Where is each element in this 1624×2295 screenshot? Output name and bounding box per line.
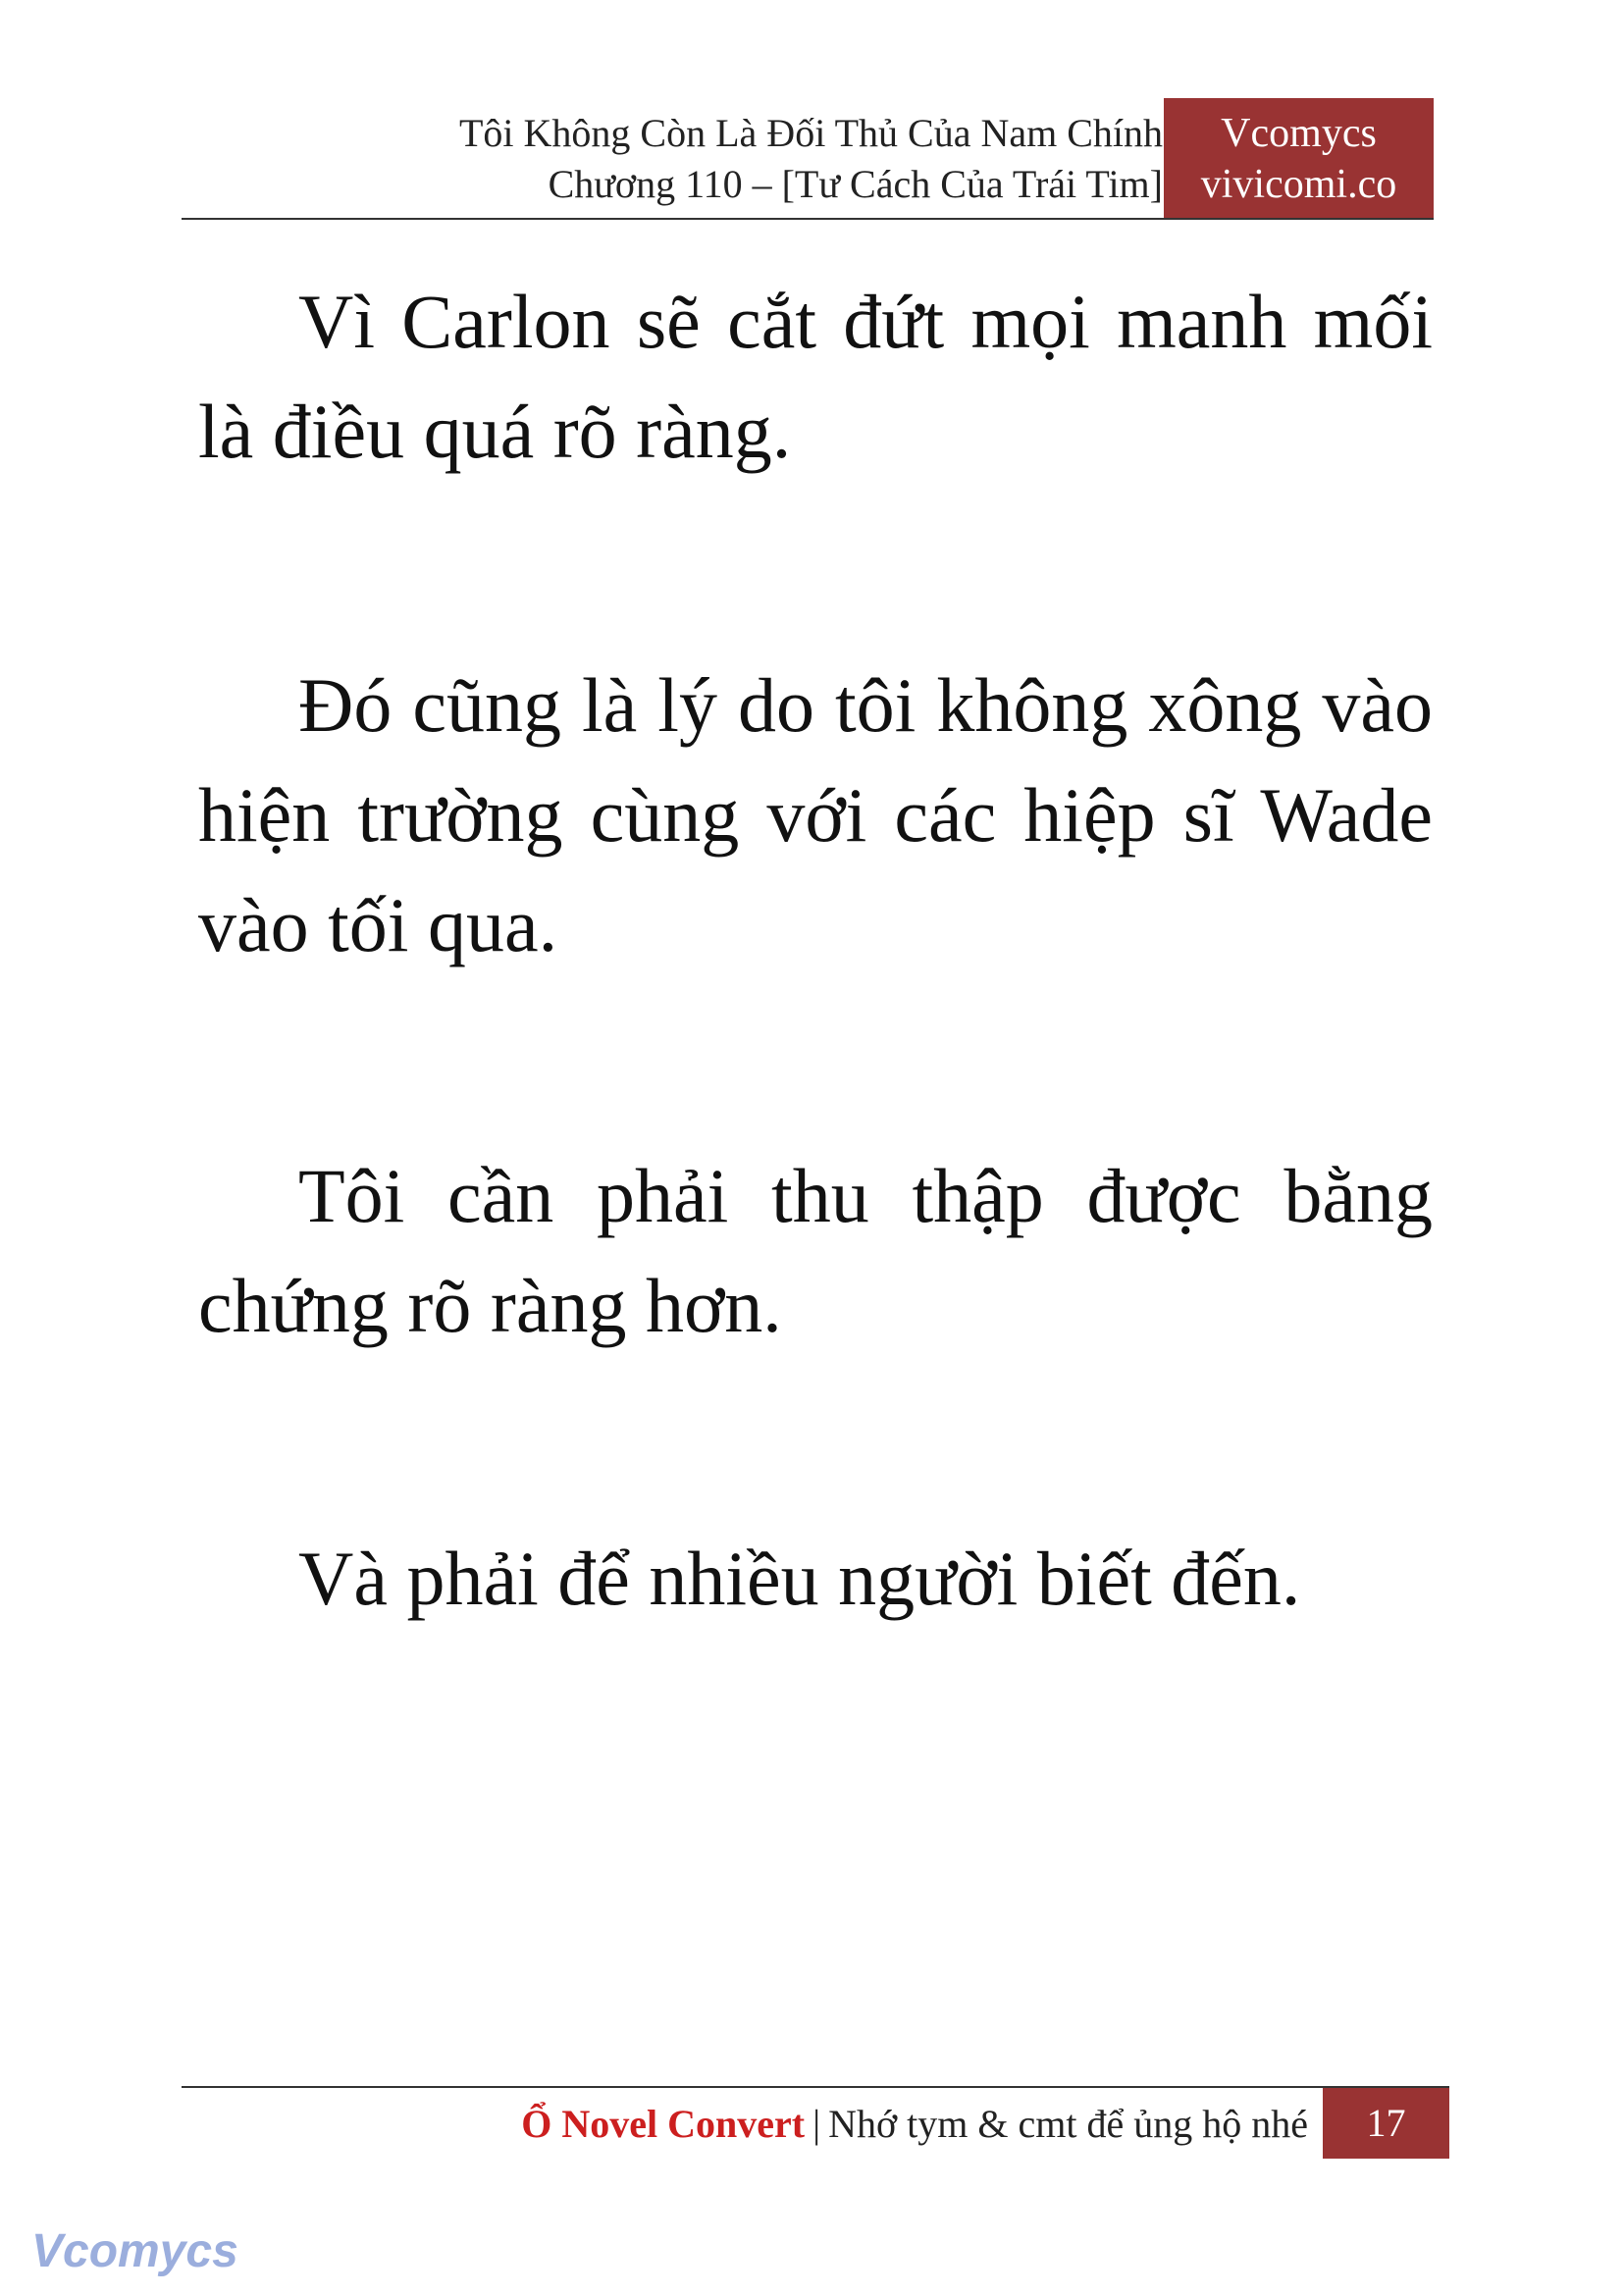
footer-message: Nhớ tym & cmt để ủng hộ nhé: [828, 2102, 1308, 2146]
page-number: 17: [1323, 2088, 1449, 2159]
watermark-text: Vcomycs: [31, 2225, 238, 2277]
paragraph: Vì Carlon sẽ cắt đứt mọi manh mối là điều quá rõ ràng.: [198, 279, 1433, 474]
paragraph-block: [198, 1524, 1433, 1634]
novel-title: Tôi Không Còn Là Đối Thủ Của Nam Chính: [459, 111, 1163, 155]
footer-separator: |: [812, 2102, 821, 2146]
paragraph: Tôi cần phải thu thập được bằng chứng rõ ràng hơn.: [198, 1153, 1433, 1348]
paragraph: Và phải để nhiều người biết đến.: [298, 1536, 1301, 1621]
brand-name: Vcomycs: [1221, 111, 1377, 156]
footer-divider: [182, 2086, 1449, 2088]
page-header: [459, 108, 1163, 210]
paragraph-block: [198, 1141, 1433, 1361]
brand-badge: [1164, 98, 1434, 220]
footer-brand: Ổ Novel Convert: [521, 2102, 806, 2146]
paragraph-block: [198, 267, 1433, 487]
watermark-logo: [27, 2216, 243, 2284]
header-divider: [182, 218, 1434, 220]
brand-site: vivicomi.co: [1200, 162, 1397, 207]
paragraph-block: [198, 651, 1433, 980]
chapter-title: Chương 110 – [Tư Cách Của Trái Tim]: [548, 162, 1163, 206]
paragraph: Đó cũng là lý do tôi không xông vào hiện trường cùng với các hiệp sĩ Wade vào tối qua.: [198, 662, 1433, 967]
page-footer: [521, 2096, 1308, 2153]
